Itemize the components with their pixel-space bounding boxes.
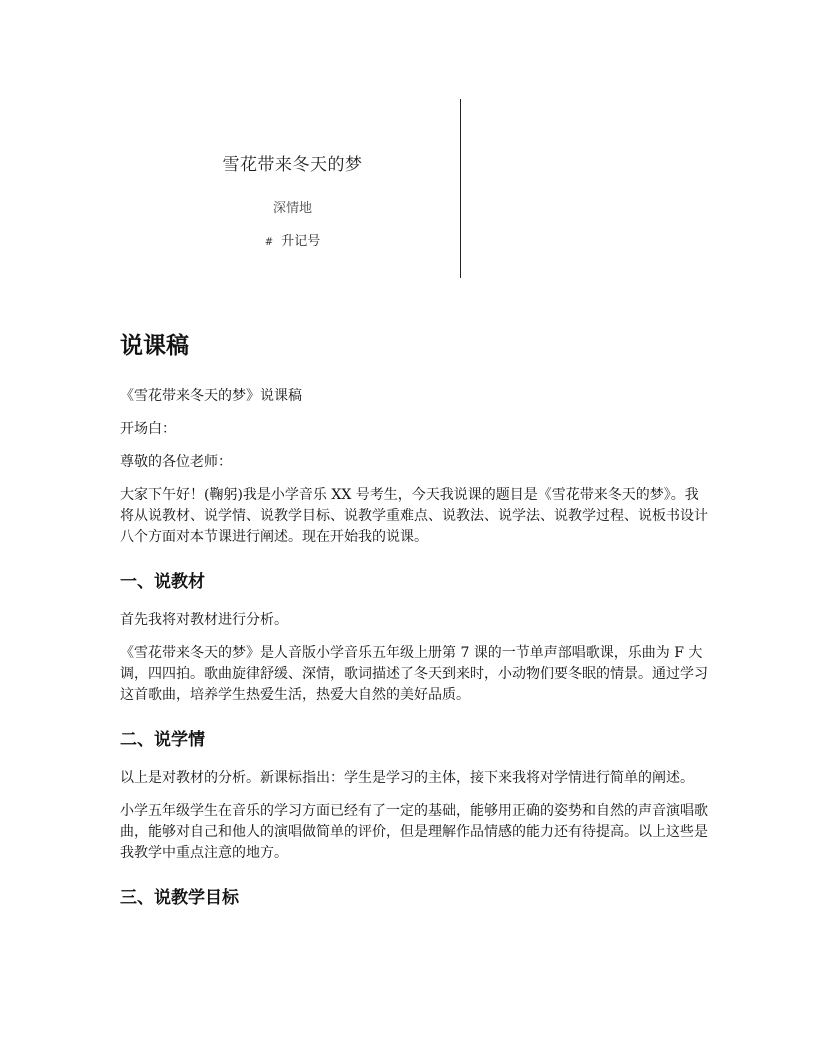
section-heading: 二、说学情: [120, 730, 205, 750]
intro-paragraph: 大家下午好！(鞠躬)我是小学音乐 XX 号考生，今天我说课的题目是《雪花带来冬天的梦》。我将从说教材、说学情、说教学目标、说教学重难点、说教法、说学法、说教学过程、说板书设计八个方面对本节课进行阐述。现在开始我的说课。: [120, 487, 708, 545]
paragraph: 小学五年级学生在音乐的学习方面已经有了一定的基础，能够用正确的姿势和自然的声音演唱歌曲，能够对自己和他人的演唱做简单的评价，但是理解作品情感的能力还有待提高。以上这些是我教学中重点注意的地方。: [120, 803, 708, 861]
cover-number-label: 升记号: [281, 234, 321, 249]
paragraph: 以上是对教材的分析。新课标指出：学生是学习的主体，接下来我将对学情进行简单的阐述。: [120, 770, 694, 786]
sharp-icon: #: [264, 237, 274, 248]
opening-label: 开场白：: [120, 421, 176, 437]
vertical-divider: [460, 99, 461, 278]
document-title: 说课稿: [120, 333, 189, 359]
document-body: [120, 328, 710, 926]
paragraph: 首先我将对教材进行分析。: [120, 612, 288, 628]
paragraph: 《雪花带来冬天的梦》是人音版小学音乐五年级上册第 7 课的一节单声部唱歌课，乐曲为 F 大调，四四拍。歌曲旋律舒缓、深情，歌词描述了冬天到来时，小动物们要冬眠的情景。通过学习这首歌曲，培养学生热爱生活，热爱大自然的美好品质。: [120, 645, 708, 703]
cover-block: [180, 150, 405, 249]
cover-title: 雪花带来冬天的梦: [222, 155, 363, 175]
cover-author: 深情地: [272, 201, 312, 216]
greeting: 尊敬的各位老师：: [120, 454, 232, 470]
subtitle-line: 《雪花带来冬天的梦》说课稿: [120, 388, 302, 404]
cover-number-line: [180, 230, 405, 249]
section-heading: 三、说教学目标: [120, 888, 239, 908]
section-heading: 一、说教材: [120, 572, 205, 592]
